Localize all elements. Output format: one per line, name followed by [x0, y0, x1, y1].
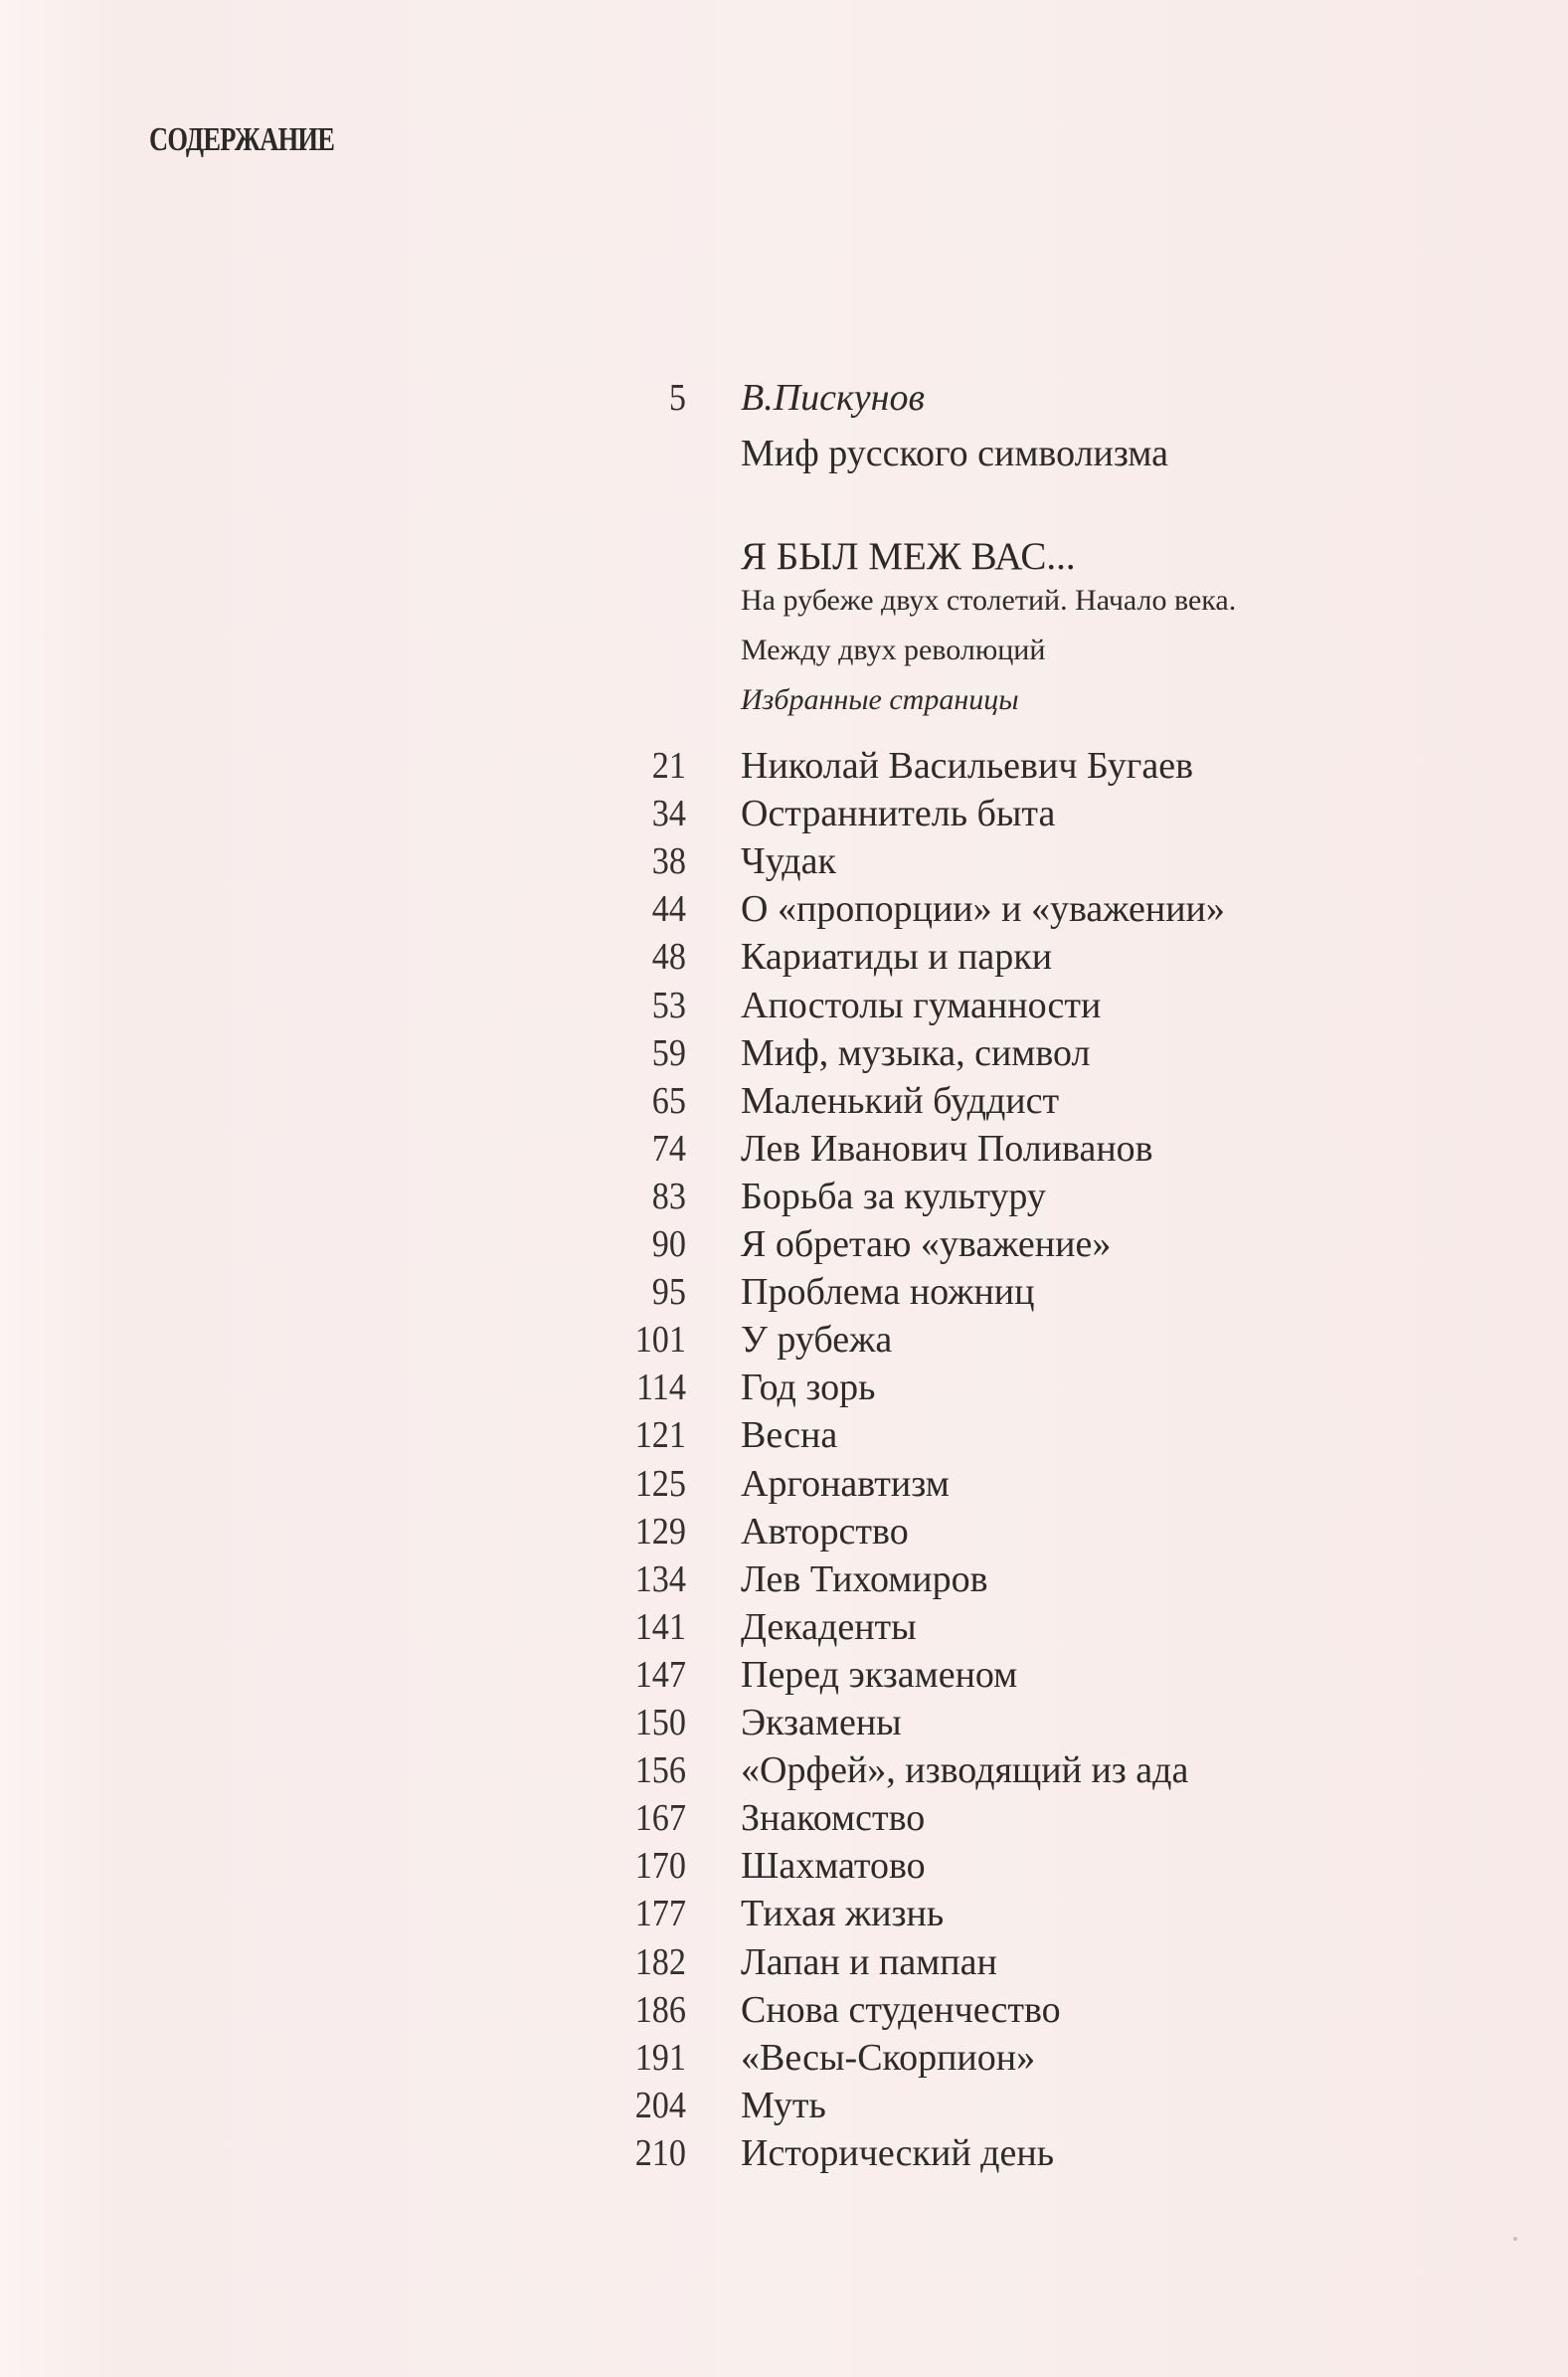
page-number: 114	[635, 1367, 686, 1409]
entry-title: Исторический день	[741, 2131, 1055, 2174]
page-number: 59	[651, 1031, 686, 1074]
toc-entry	[557, 885, 1452, 933]
entry-title: Экзамены	[741, 1702, 902, 1743]
page-number: 34	[651, 793, 686, 835]
preface-author: В.Пискунов	[741, 377, 926, 419]
toc-entry	[557, 933, 1452, 981]
toc-entry	[557, 1173, 1452, 1220]
entry-title: Лапан и пампан	[741, 1940, 997, 1983]
page-number: 170	[634, 1845, 686, 1888]
entry-title: Николай Васильевич Бугаев	[741, 745, 1194, 787]
page-number: 5	[668, 377, 686, 419]
entry-title: Муть	[741, 2084, 826, 2126]
page-number: 141	[634, 1605, 686, 1648]
toc-entry	[557, 1986, 1452, 2034]
toc-entry	[557, 1842, 1452, 1890]
toc-entry	[557, 1460, 1452, 1508]
entry-title: Снова студенчество	[741, 1988, 1061, 2031]
page-heading: СОДЕРЖАНИЕ	[149, 121, 335, 158]
toc-entry	[557, 742, 1452, 790]
toc-entry	[557, 1125, 1452, 1173]
page-number: 150	[634, 1702, 686, 1743]
toc-entry	[557, 1555, 1452, 1603]
toc-entry	[557, 1316, 1452, 1364]
toc-entry	[557, 1794, 1452, 1842]
entry-title: У рубежа	[741, 1319, 893, 1362]
page-number: 101	[634, 1319, 686, 1362]
entry-title: Тихая жизнь	[741, 1893, 945, 1935]
toc-entry	[557, 2034, 1452, 2082]
page-number: 44	[651, 888, 686, 931]
toc-entry	[557, 1268, 1452, 1316]
entry-title: Кариатиды и парки	[741, 936, 1053, 979]
page-number: 125	[634, 1462, 686, 1505]
toc-entry	[557, 1411, 1452, 1459]
toc-entry	[557, 1651, 1452, 1699]
entry-title: Авторство	[741, 1510, 909, 1553]
page-number: 134	[634, 1557, 686, 1600]
entry-title: Чудак	[741, 840, 836, 883]
entry-title: Год зорь	[741, 1367, 876, 1409]
entry-title: Аргонавтизм	[741, 1462, 950, 1505]
page-number: 204	[634, 2084, 686, 2126]
preface-title: Миф русского символизма	[741, 433, 1169, 474]
entry-title: Декаденты	[741, 1605, 917, 1648]
toc-entry	[557, 1603, 1452, 1651]
page-number: 53	[651, 984, 686, 1026]
toc-entry	[557, 1364, 1452, 1411]
entry-title: Маленький буддист	[741, 1079, 1060, 1122]
toc-entry	[557, 1890, 1452, 1937]
entry-title: Перед экзаменом	[741, 1653, 1018, 1696]
entry-title: Остраннитель быта	[741, 793, 1056, 835]
toc-entry	[557, 1699, 1452, 1746]
toc-entry	[557, 1508, 1452, 1555]
page-number: 21	[651, 745, 686, 787]
toc-entry-preface-title	[557, 430, 1452, 477]
page-number: 83	[651, 1175, 686, 1217]
part-subtitle-line2: Между двух революций	[741, 634, 1046, 666]
entry-title: О «пропорции» и «уважении»	[741, 888, 1225, 931]
entry-title: Шахматово	[741, 1845, 926, 1888]
toc-entry	[557, 1029, 1452, 1077]
page-number: 95	[651, 1271, 686, 1314]
entry-title: Борьба за культуру	[741, 1175, 1046, 1217]
page-number: 177	[634, 1893, 686, 1935]
page-number: 38	[651, 840, 686, 883]
page-number: 90	[651, 1223, 686, 1265]
toc-entry	[557, 2129, 1452, 2177]
toc-entry	[557, 1220, 1452, 1268]
page-number: 65	[651, 1079, 686, 1122]
part-note: Избранные страницы	[741, 683, 1019, 716]
toc-entry	[557, 837, 1452, 885]
page-number: 191	[634, 2036, 686, 2079]
page-number: 156	[634, 1749, 686, 1792]
page-number: 210	[634, 2131, 686, 2174]
page-number: 186	[634, 1988, 686, 2031]
part-title: Я БЫЛ МЕЖ ВАС...	[741, 535, 1076, 578]
toc-entry-preface-author	[557, 374, 1452, 422]
toc-entry	[557, 2082, 1452, 2129]
entry-title: Проблема ножниц	[741, 1271, 1035, 1314]
page-number: 121	[634, 1414, 686, 1457]
page-number: 48	[651, 936, 686, 979]
entry-title: Апостолы гуманности	[741, 984, 1102, 1026]
page-number: 147	[634, 1653, 686, 1696]
toc-entry	[557, 790, 1452, 837]
toc-entry	[557, 982, 1452, 1029]
entry-title: Весна	[741, 1414, 838, 1457]
entry-title: «Орфей», изводящий из ада	[741, 1749, 1189, 1792]
page-number: 129	[634, 1510, 686, 1553]
entry-title: Знакомство	[741, 1797, 926, 1840]
part-subtitle-line1: На рубеже двух столетий. Начало века.	[741, 584, 1237, 617]
entry-title: Миф, музыка, символ	[741, 1031, 1091, 1074]
page-number: 182	[634, 1940, 686, 1983]
toc-entry	[557, 1938, 1452, 1986]
page-number: 167	[634, 1797, 686, 1840]
paper-speck	[1513, 2237, 1517, 2241]
toc-entry	[557, 1746, 1452, 1794]
entry-title: Лев Тихомиров	[741, 1557, 988, 1600]
toc-entry	[557, 1077, 1452, 1125]
entry-title: Я обретаю «уважение»	[741, 1223, 1112, 1265]
page-number: 74	[651, 1127, 686, 1170]
entry-title: «Весы-Скорпион»	[741, 2036, 1036, 2079]
entry-title: Лев Иванович Поливанов	[741, 1127, 1153, 1170]
